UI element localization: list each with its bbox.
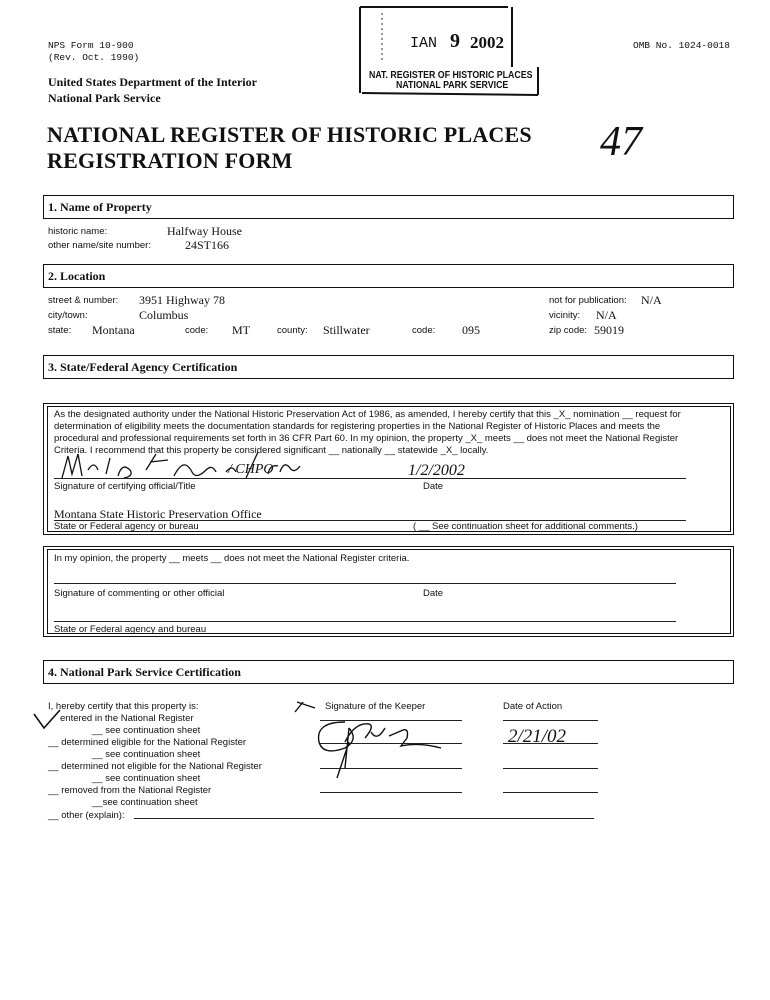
certifying-sig-line	[54, 478, 686, 479]
state-value: Montana	[92, 323, 135, 337]
state-code-label: code:	[185, 325, 209, 336]
certifying-title-handwritten: / CHPO	[228, 462, 274, 477]
nps-item-see-continuation-1: __ see continuation sheet	[92, 725, 201, 736]
other-name-value: 24ST166	[185, 238, 230, 252]
zip-value: 59019	[594, 323, 624, 337]
vicinity-label: vicinity:	[549, 310, 581, 321]
section-3-heading: 3. State/Federal Agency Certification	[48, 360, 238, 374]
stamp-line2: NATIONAL PARK SERVICE	[396, 80, 509, 91]
omb-number: OMB No. 1024-0018	[633, 40, 730, 51]
opinion-text: In my opinion, the property __ meets __ does not meet the National Register criteria.	[54, 553, 410, 564]
nps-item-entered: entered in the National Register	[60, 713, 194, 724]
form-revision: (Rev. Oct. 1990)	[48, 52, 140, 63]
agency-label: State or Federal agency or bureau	[54, 521, 199, 532]
keeper-sig-label: Signature of the Keeper	[325, 701, 426, 712]
nfp-label: not for publication:	[549, 295, 627, 306]
section-3-heading-box	[43, 355, 734, 379]
keeper-intro: I, hereby certify that this property is:	[48, 701, 199, 712]
nps-item-see-continuation-4: __see continuation sheet	[92, 797, 198, 808]
handwritten-number: 47	[600, 119, 642, 165]
county-code-label: code:	[412, 325, 436, 336]
form-number: NPS Form 10-900	[48, 40, 134, 51]
nfp-value: N/A	[641, 293, 662, 307]
comment-date-label: Date	[423, 588, 444, 599]
comment-sig-line	[54, 583, 676, 584]
certification-para-line4: Criteria. I recommend that this property be considered significant __ nationally __ statewide _X_ locally.	[54, 445, 489, 456]
comment-agency-label: State or Federal agency and bureau	[54, 624, 207, 635]
section-4-heading: 4. National Park Service Certification	[48, 665, 241, 679]
service-name: National Park Service	[48, 91, 161, 105]
comment-sig-label: Signature of commenting or other official	[54, 588, 225, 599]
nps-item-see-continuation-2: __ see continuation sheet	[92, 749, 201, 760]
continuation-note: ( __ See continuation sheet for additional comments.)	[413, 521, 638, 532]
county-value: Stillwater	[323, 323, 370, 337]
historic-name-label: historic name:	[48, 226, 108, 237]
keeper-signature	[305, 702, 455, 782]
other-name-label: other name/site number:	[48, 240, 151, 251]
section-1-heading-box	[43, 195, 734, 219]
state-code-value: MT	[232, 323, 250, 337]
action-line-1	[503, 720, 598, 721]
nps-item-not-eligible: __ determined not eligible for the National Register	[48, 761, 262, 772]
zip-label: zip code:	[549, 325, 588, 336]
comment-agency-line	[54, 621, 676, 622]
section-2-heading-box	[43, 264, 734, 288]
stamp-month: IAN	[410, 35, 438, 52]
stamp-day: 9	[450, 30, 460, 52]
vicinity-value: N/A	[596, 308, 617, 322]
other-explain-line	[134, 818, 594, 819]
county-code-value: 095	[462, 323, 480, 337]
action-date-handwritten: 2/21/02	[508, 726, 567, 747]
agency-value: Montana State Historic Preservation Office	[54, 507, 262, 521]
street-label: street & number:	[48, 295, 119, 306]
nps-item-other: __ other (explain):	[48, 810, 125, 821]
department-name: United States Department of the Interior	[48, 75, 257, 89]
entered-checkmark-icon	[32, 708, 62, 730]
state-label: state:	[48, 325, 72, 336]
certifying-date-label: Date	[423, 481, 444, 492]
historic-name-value: Halfway House	[167, 224, 242, 238]
keeper-line-4	[320, 792, 462, 793]
city-label: city/town:	[48, 310, 88, 321]
nps-item-see-continuation-3: __ see continuation sheet	[92, 773, 201, 784]
city-value: Columbus	[139, 308, 189, 322]
county-label: county:	[277, 325, 308, 336]
action-line-3	[503, 768, 598, 769]
section-2-heading: 2. Location	[48, 269, 106, 283]
action-line-4	[503, 792, 598, 793]
street-value: 3951 Highway 78	[139, 293, 225, 307]
section-4-heading-box	[43, 660, 734, 684]
stamp-year: 2002	[470, 33, 504, 52]
nps-item-determined-eligible: __ determined eligible for the National Register	[48, 737, 247, 748]
certification-para-line1: As the designated authority under the National Historic Preservation Act of 1986, as amended, I hereby certify that this _X_ nomination __ request for	[54, 409, 681, 420]
certification-para-line3: procedural and professional requirements set forth in 36 CFR Part 60. In my opinion, the property _X_ meets __ does not meet the National Register	[54, 433, 679, 444]
date-of-action-label: Date of Action	[503, 701, 563, 712]
section-1-heading: 1. Name of Property	[48, 200, 152, 214]
stamp-line1: NAT. REGISTER OF HISTORIC PLACES	[369, 70, 533, 81]
form-title-line2: REGISTRATION FORM	[47, 148, 293, 173]
certification-para-line2: determination of eligibility meets the documentation standards for registering properties in the National Register of Historic Places and meets the	[54, 421, 661, 432]
certifying-date-handwritten: 1/2/2002	[408, 462, 465, 479]
certifying-sig-label: Signature of certifying official/Title	[54, 481, 196, 492]
form-title-line1: NATIONAL REGISTER OF HISTORIC PLACES	[47, 122, 532, 147]
nps-item-removed: __ removed from the National Register	[48, 785, 212, 796]
received-stamp	[358, 5, 541, 97]
